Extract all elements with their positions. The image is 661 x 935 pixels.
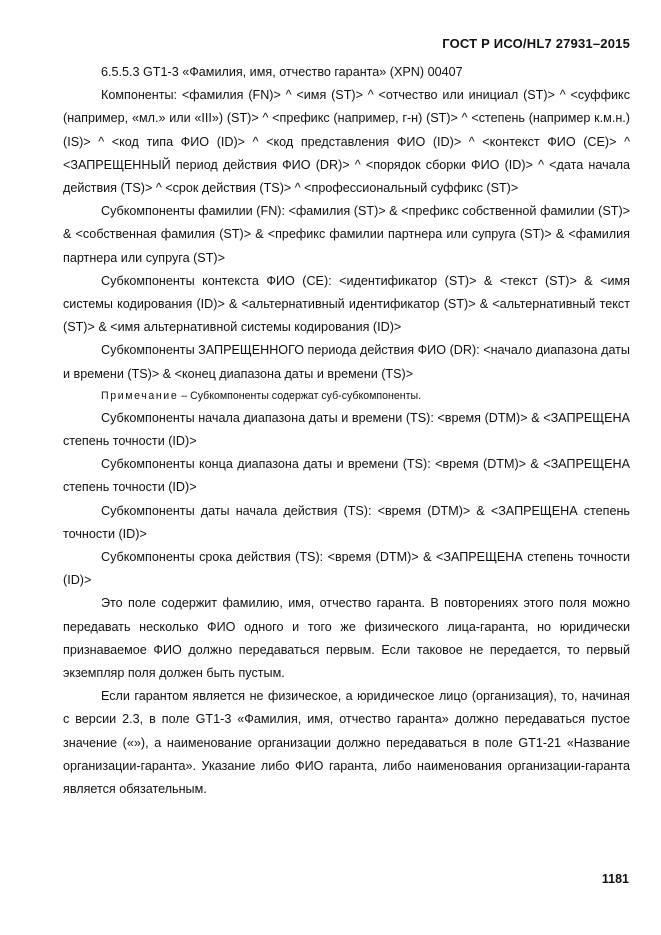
paragraph-field-description: Это поле содержит фамилию, имя, отчество гаранта. В повторениях этого поля можно передавать несколько ФИО одного и того же физического лица-гаранта, но юридически признаваемое ФИО должно передаваться первым. Если таковое не передается, то первый экземпляр поля должен быть пустым. xyxy=(63,596,630,681)
note-text: – Субкомпоненты содержат суб-субкомпоненты. xyxy=(178,389,422,402)
paragraph-ce-subcomponents: Субкомпоненты контекста ФИО (CE): <идентификатор (ST)> & <текст (ST)> & <имя системы кодирования (ID)> & <альтернативный идентификатор (ST)> & <альтернативный текст (ST)> & <имя альтернативной системы кодирования (ID)> xyxy=(63,273,630,335)
page-number: 1181 xyxy=(601,872,629,886)
note-label: Примечание xyxy=(101,389,179,402)
paragraph-fn-subcomponents: Субкомпоненты фамилии (FN): <фамилия (ST)> & <префикс собственной фамилии (ST)> & <собственная фамилия (ST)> & <префикс фамилии партнера или супруга (ST)> & <фамилия партнера или супруга (ST)> xyxy=(63,204,630,265)
note xyxy=(63,386,630,407)
paragraph-expiration: Субкомпоненты срока действия (TS): <время (DTM)> & <ЗАПРЕЩЕНА степень точности (ID)> xyxy=(63,550,630,588)
paragraph-range-start: Субкомпоненты начала диапазона даты и времени (TS): <время (DTM)> & <ЗАПРЕЩЕНА степень точности (ID)> xyxy=(63,410,630,449)
document-body xyxy=(63,61,630,801)
paragraph-range-end: Субкомпоненты конца диапазона даты и времени (TS): <время (DTM)> & <ЗАПРЕЩЕНА степень точности (ID)> xyxy=(63,457,630,495)
paragraph-effective-date: Субкомпоненты даты начала действия (TS): <время (DTM)> & <ЗАПРЕЩЕНА степень точности (ID)> xyxy=(63,503,630,541)
standard-header: ГОСТ Р ИСО/HL7 27931–2015 xyxy=(442,36,630,51)
paragraph-components: Компоненты: <фамилия (FN)> ^ <имя (ST)> ^ <отчество или инициал (ST)> ^ <суффикс (например, «мл.» или «III») (ST)> ^ <префикс (например, г-н) (ST)> ^ <степень (например к.м.н.) (IS)> ^ <код типа ФИО (ID)> ^ <код представления ФИО (ID)> ^ <контекст ФИО (CE)> ^ <ЗАПРЕЩЕННЫЙ период действия ФИО (DR)> ^ <порядок сборки ФИО (ID)> ^ <дата начала действия (TS)> ^ <срок действия (TS)> ^ <профессиональный суффикс (ST)> xyxy=(63,88,630,196)
paragraph-dr-subcomponents: Субкомпоненты ЗАПРЕЩЕННОГО периода действия ФИО (DR): <начало диапазона даты и времени (TS)> & <конец диапазона даты и времени (TS)> xyxy=(63,343,630,381)
paragraph-organization-rule: Если гарантом является не физическое, а юридическое лицо (организация), то, начиная с версии 2.3, в поле GT1-3 «Фамилия, имя, отчество гаранта» должно передаваться пустое значение («»), а наименование организации должно передаваться в поле GT1-21 «Название организации-гаранта». Указание либо ФИО гаранта, либо наименования организации-гаранта является обязательным. xyxy=(63,689,630,797)
section-heading: 6.5.5.3 GT1-3 «Фамилия, имя, отчество гаранта» (XPN) 00407 xyxy=(101,65,463,79)
